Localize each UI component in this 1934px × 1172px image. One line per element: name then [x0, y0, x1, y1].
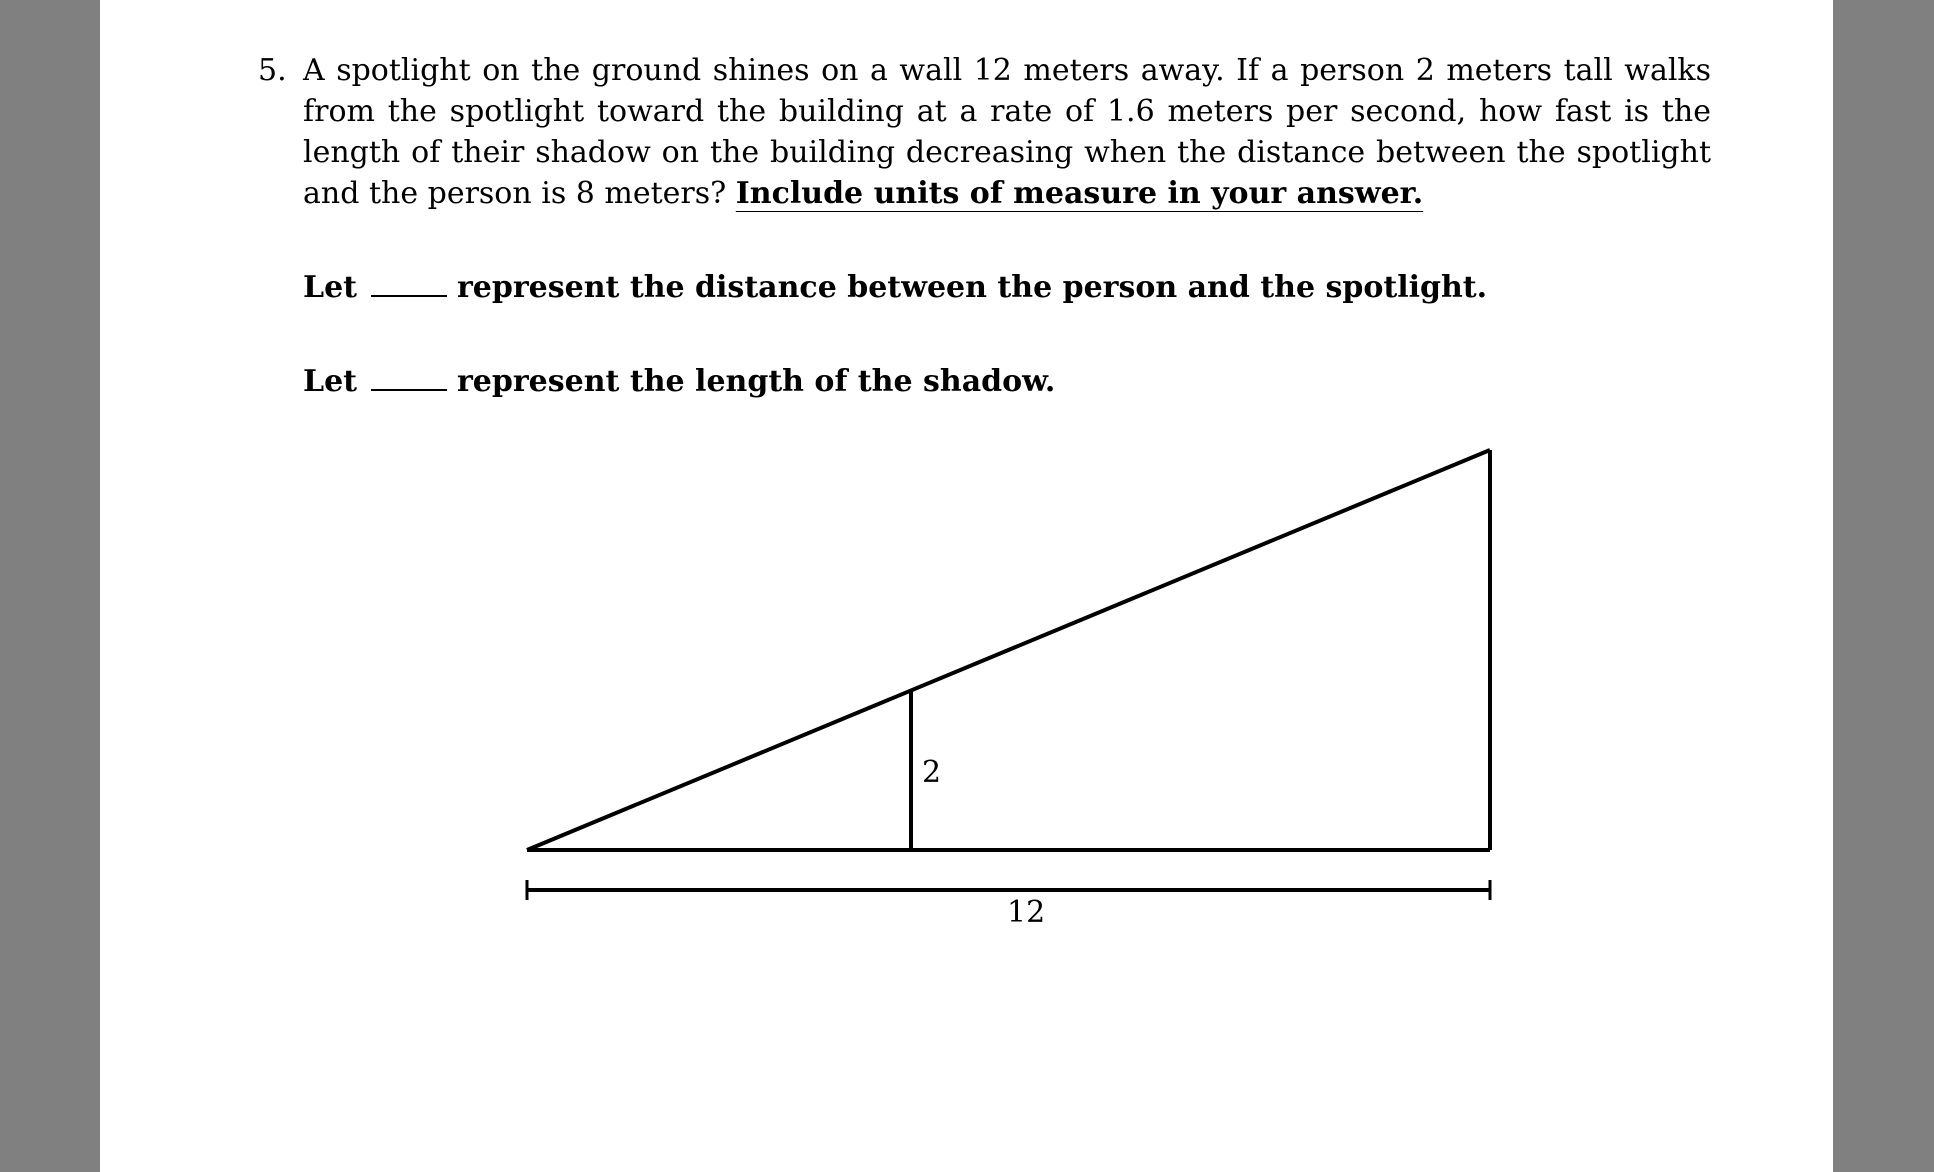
let-distance-text: represent the distance between the person and the spotlight.: [457, 270, 1488, 305]
spotlight-diagram: [100, 0, 1833, 1172]
let-prefix: Let: [303, 270, 358, 305]
document-page: [100, 0, 1833, 1172]
light-ray-line: [527, 450, 1490, 850]
units-instruction: Include units of measure in your answer.: [735, 176, 1424, 211]
person-height-label: 2: [922, 755, 942, 790]
let-shadow-text: represent the length of the shadow.: [457, 364, 1056, 399]
problem-body: A spotlight on the ground shines on a wall 12 meters away. If a person 2 meters tall walks from the spotlight toward the building at a rate of 1.6 meters per second, how fast is the length of their shadow on the building decreasing when the distance between the spotlight and the person is 8 meters?: [303, 53, 1711, 211]
let-prefix: Let: [303, 364, 358, 399]
problem-number: 5.: [258, 53, 287, 88]
ground-distance-label: 12: [1007, 895, 1046, 930]
